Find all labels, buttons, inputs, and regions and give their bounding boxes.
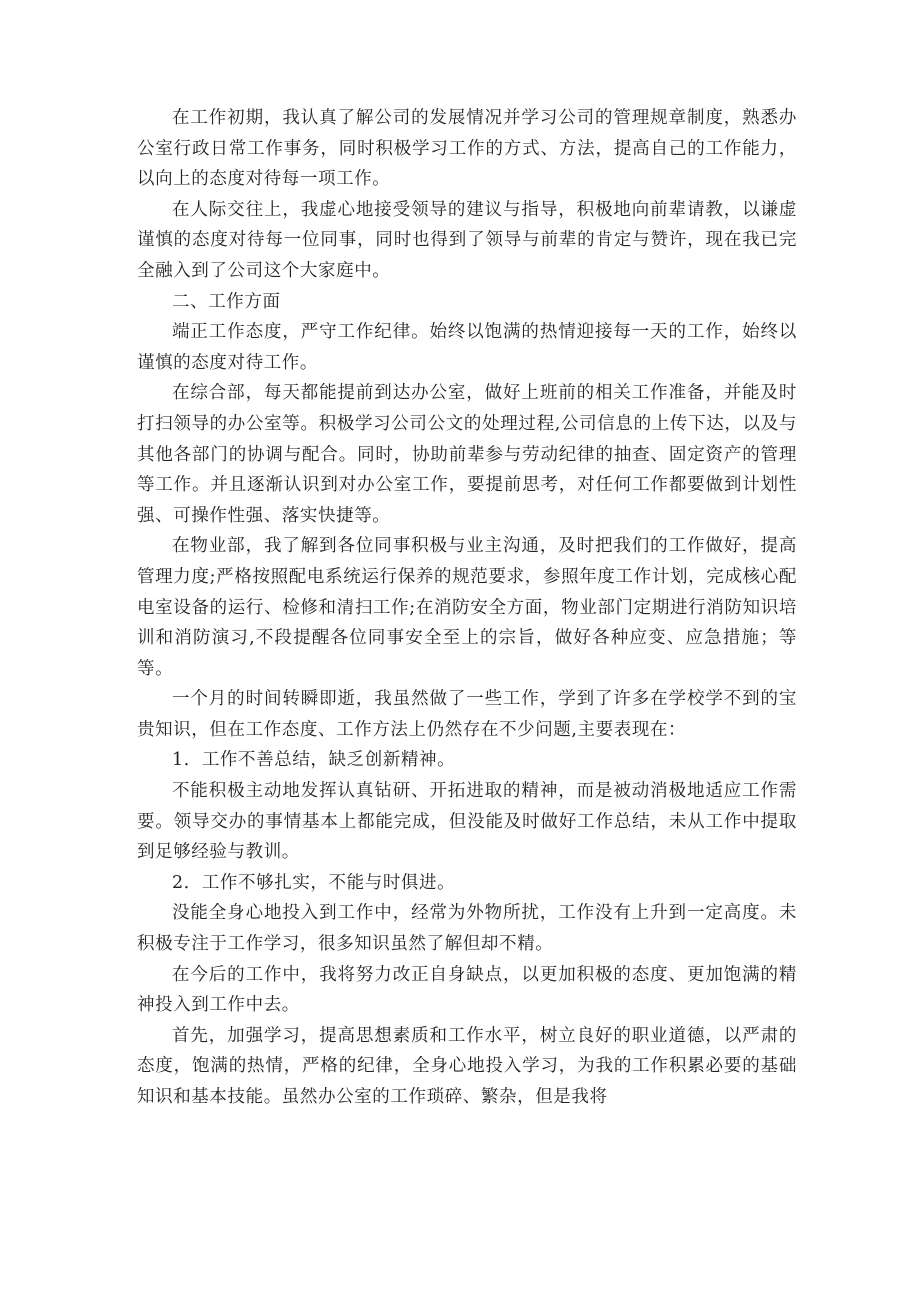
- section-heading-work: 二、工作方面: [172, 291, 281, 312]
- paragraph-problems-intro: 一个月的时间转瞬即逝，我虽然做了一些工作，学到了许多在学校学不到的宝贵知识，但在工作态度、工作方法上仍然存在不少问题,主要表现在：: [137, 689, 797, 740]
- paragraph-first-measure: 首先，加强学习，提高思想素质和工作水平，树立良好的职业道德，以严肃的态度，饱满的热情，严格的纪律，全身心地投入学习，为我的工作积累必要的基础知识和基本技能。虽然办公室的工作琐碎、繁杂，但是我将: [137, 1025, 797, 1107]
- paragraph-general-dept: 在综合部，每天都能提前到达办公室，做好上班前的相关工作准备，并能及时打扫领导的办公室等。积极学习公司公文的处理过程,公司信息的上传下达，以及与其他各部门的协调与配合。同时，协助前辈参与劳动纪律的抽查、固定资产的管理等工作。并且逐渐认识到对办公室工作，要提前思考，对任何工作都要做到计划性强、可操作性强、落实快捷等。: [137, 383, 797, 526]
- paragraph-property-dept: 在物业部，我了解到各位同事积极与业主沟通，及时把我们的工作做好，提高管理力度;严格按照配电系统运行保养的规范要求，参照年度工作计划，完成核心配电室设备的运行、检修和清扫工作;在消防安全方面，物业部门定期进行消防知识培训和消防演习,不段提醒各位同事安全至上的宗旨，做好各种应变、应急措施；等等。: [137, 536, 797, 679]
- paragraph-interpersonal: 在人际交往上，我虚心地接受领导的建议与指导，积极地向前辈请教，以谦虚谨慎的态度对待每一位同事，同时也得到了领导与前辈的肯定与赞许，现在我已完全融入到了公司这个大家庭中。: [137, 199, 797, 281]
- list-item-2-heading: 2．工作不够扎实，不能与时俱进。: [172, 872, 456, 893]
- paragraph-attitude: 端正工作态度，严守工作纪律。始终以饱满的热情迎接每一天的工作，始终以谨慎的态度对待工作。: [137, 322, 797, 373]
- paragraph-work-start: 在工作初期，我认真了解公司的发展情况并学习公司的管理规章制度，熟悉办公室行政日常工作事务，同时积极学习工作的方式、方法，提高自己的工作能力，以向上的态度对待每一项工作。: [137, 108, 797, 190]
- list-item-1-heading: 1．工作不善总结，缺乏创新精神。: [172, 750, 456, 771]
- list-item-2-body: 没能全身心地投入到工作中，经常为外物所扰，工作没有上升到一定高度。未积极专注于工作学习，很多知识虽然了解但却不精。: [137, 903, 797, 955]
- list-item-1-body: 不能积极主动地发挥认真钻研、开拓进取的精神，而是被动消极地适应工作需要。领导交办的事情基本上都能完成，但没能及时做好工作总结，未从工作中提取到足够经验与教训。: [137, 781, 797, 863]
- document-page: [137, 103, 797, 1113]
- paragraph-future: 在今后的工作中，我将努力改正自身缺点，以更加积极的态度、更加饱满的精神投入到工作中去。: [137, 964, 797, 1016]
